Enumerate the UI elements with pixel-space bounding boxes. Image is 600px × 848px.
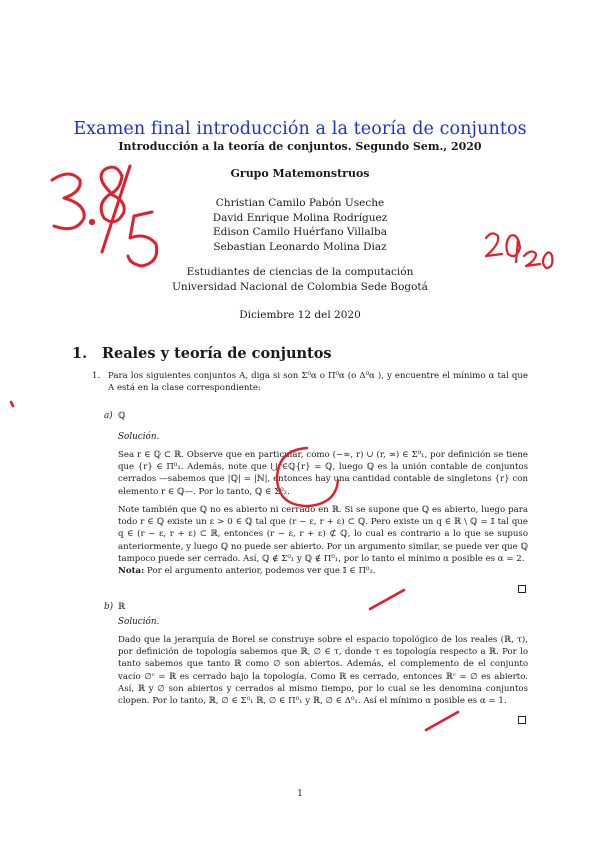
part-a-solution-label: Solución.	[118, 432, 160, 442]
part-b-set: ℝ	[118, 602, 126, 612]
section-heading	[72, 345, 332, 362]
part-b-solution-label: Solución.	[118, 617, 160, 627]
section-title: Reales y teoría de conjuntos	[102, 345, 332, 362]
problem-statement: Para los siguientes conjuntos A, diga si son Σ⁰α o Π⁰α (o Δ⁰α ), y encuentre el mínimo α tal que A está en la clase correspondiente:	[108, 371, 528, 394]
part-a-paragraph-1: Sea r ∈ ℚ ⊂ ℝ. Observe que en particular, como (−∞, r) ∪ (r, ∞) ∈ Σ⁰₁, por definición se tiene que {r} ∈ Π⁰₁. Además, note que ⋃r∈ℚ{r} = ℚ, luego ℚ es la unión contable de conjuntos cerrados —sabemos que |ℚ| = |ℕ|, entonces hay una cantidad contable de singletons {r} con elemento r ∈ ℚ—. Por lo tanto, ℚ ∈ Σ⁰₂.	[118, 450, 528, 497]
qed-square	[518, 585, 526, 593]
page-number: 1	[297, 789, 303, 799]
author-name: Christian Camilo Pabón Useche	[215, 197, 385, 209]
document-subtitle: Introducción a la teoría de conjuntos. Segundo Sem., 2020	[118, 140, 482, 153]
affiliation-line: Estudiantes de ciencias de la computación	[186, 266, 414, 278]
author-list	[0, 196, 600, 254]
section-number: 1.	[72, 345, 88, 362]
part-a-note	[118, 565, 528, 577]
note-label: Nota:	[118, 566, 145, 576]
group-name: Grupo Matemonstruos	[230, 167, 370, 180]
part-a-label: a)	[104, 411, 113, 421]
author-name: Edison Camilo Huérfano Villalba	[213, 226, 387, 238]
author-name: David Enrique Molina Rodríguez	[212, 211, 388, 224]
check-mark	[426, 712, 458, 730]
qed-square	[518, 716, 526, 724]
note-text: Por el argumento anterior, podemos ver que 𝕀 ∈ Π⁰₂.	[147, 566, 376, 576]
part-b-label: b)	[104, 602, 114, 612]
problem-number: 1.	[92, 371, 101, 381]
document-title: Examen final introducción a la teoría de conjuntos	[73, 119, 527, 139]
part-a-set: ℚ	[118, 411, 126, 421]
part-a-paragraph-2: Note también que ℚ no es abierto ni cerrado en ℝ. Si se supone que ℚ es abierto, luego para todo r ∈ ℚ existe un ε > 0 ∈ ℚ tal que (r − ε, r + ε) ⊂ ℚ. Pero existe un q ∈ ℝ \ ℚ = 𝕀 tal que q ∈ (r − ε, r + ε) ⊂ ℝ, entonces (r − ε, r + ε) ⊄ ℚ, lo cual es contrario a lo que se supuso anteriormente, y luego ℚ no puede ser abierto. Por un argumento similar, se puede ver que ℚ tampoco puede ser cerrado. Así, ℚ ∉ Σ⁰₁ y ℚ ∉ Π⁰₁, por lo tanto el mínimo α posible es α = 2.	[118, 505, 528, 564]
affiliation-line: Universidad Nacional de Colombia Sede Bogotá	[172, 280, 428, 293]
author-name: Sebastian Leonardo Molina Diaz	[213, 240, 387, 253]
part-b-paragraph: Dado que la jerarquía de Borel se construye sobre el espacio topológico de los reales (ℝ, τ), por definición de topología sabemos que ℝ, ∅ ∈ τ, donde τ es topología respecto a ℝ. Por lo tanto sabemos que tanto ℝ como ∅ son abiertos. Además, el complemento de el conjunto vacío ∅ᶜ = ℝ es cerrado bajo la topología. Como ℝ es cerrado, entonces ℝᶜ = ∅ es abierto. Así, ℝ y ∅ son abiertos y cerrados al mismo tiempo, por lo cual se les denomina conjuntos clopen. Por lo tanto, ℝ, ∅ ∈ Σ⁰₁ ℝ, ∅ ∈ Π⁰₁ y ℝ, ∅ ∈ Δ⁰₁. Así el mínimo α posible es α = 1.	[118, 635, 528, 707]
check-mark	[370, 590, 404, 609]
margin-mark	[11, 402, 13, 406]
affiliation	[0, 265, 600, 294]
document-date: Diciembre 12 del 2020	[239, 309, 361, 321]
